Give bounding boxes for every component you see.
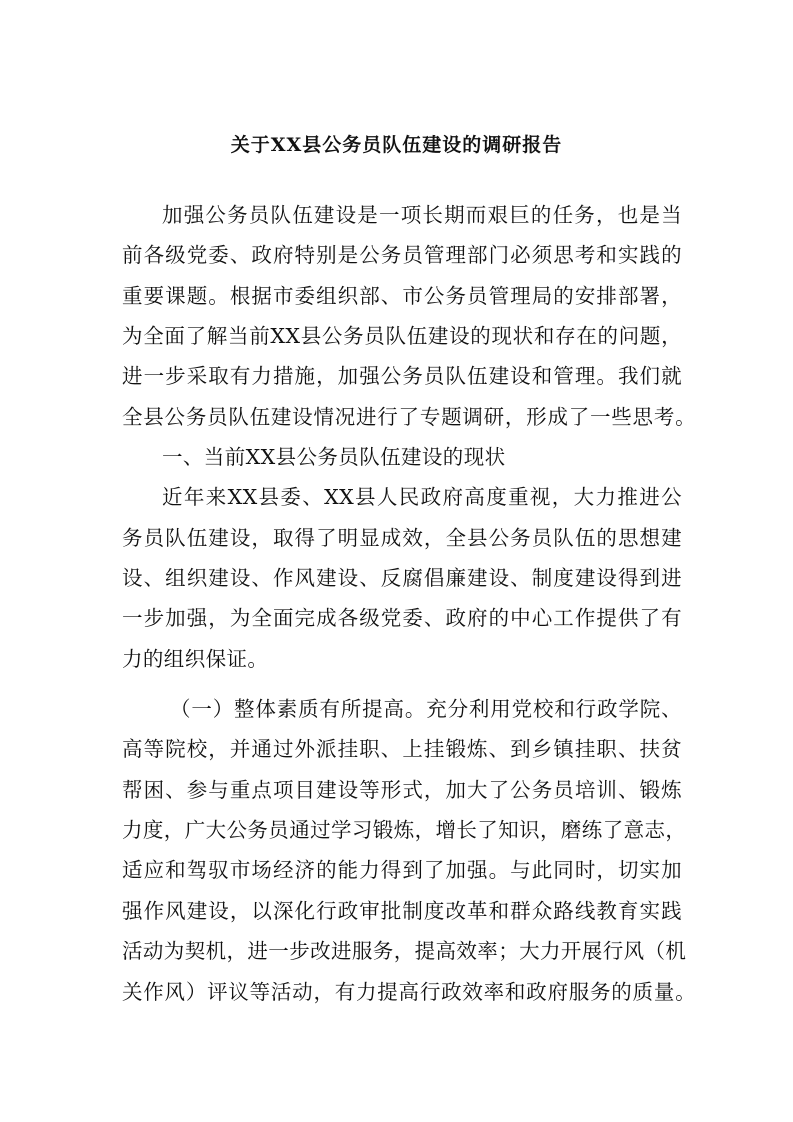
- body-line: 高等院校，并通过外派挂职、上挂锻炼、到乡镇挂职、扶贫: [122, 737, 682, 761]
- body-line: 全县公务员队伍建设情况进行了专题调研，形成了一些思考。: [122, 405, 696, 429]
- body-line: 务员队伍建设，取得了明显成效，全县公务员队伍的思想建: [122, 526, 682, 550]
- body-line: 一步加强，为全面完成各级党委、政府的中心工作提供了有: [122, 606, 682, 630]
- body-line: 设、组织建设、作风建设、反腐倡廉建设、制度建设得到进: [122, 566, 682, 590]
- body-line: 进一步采取有力措施，加强公务员队伍建设和管理。我们就: [122, 364, 682, 388]
- body-line: 帮困、参与重点项目建设等形式，加大了公务员培训、锻炼: [122, 778, 682, 802]
- body-line: 关作风）评议等活动，有力提高行政效率和政府服务的质量。: [122, 980, 696, 1004]
- body-line: 力度，广大公务员通过学习锻炼，增长了知识，磨练了意志，: [122, 818, 687, 842]
- body-line: 适应和驾驭市场经济的能力得到了加强。与此同时，切实加: [122, 858, 682, 882]
- body-line: 加强公务员队伍建设是一项长期而艰巨的任务，也是当: [162, 203, 682, 227]
- body-line: 强作风建设，以深化行政审批制度改革和群众路线教育实践: [122, 899, 682, 923]
- body-line: 力的组织保证。: [122, 647, 269, 671]
- subsection-heading-line: （一）整体素质有所提高。充分利用党校和行政学院、: [170, 697, 682, 721]
- section-heading: 一、当前XX县公务员队伍建设的现状: [162, 445, 506, 469]
- body-line: 活动为契机，进一步改进服务，提高效率；大力开展行风（机: [122, 939, 687, 963]
- body-line: 重要课题。根据市委组织部、市公务员管理局的安排部署，: [122, 284, 682, 308]
- page-title: 关于XX县公务员队伍建设的调研报告: [230, 134, 563, 156]
- body-line: 为全面了解当前XX县公务员队伍建设的现状和存在的问题，: [122, 324, 682, 348]
- body-line: 近年来XX县委、XX县人民政府高度重视，大力推进公: [162, 485, 682, 509]
- body-line: 前各级党委、政府特别是公务员管理部门必须思考和实践的: [122, 243, 682, 267]
